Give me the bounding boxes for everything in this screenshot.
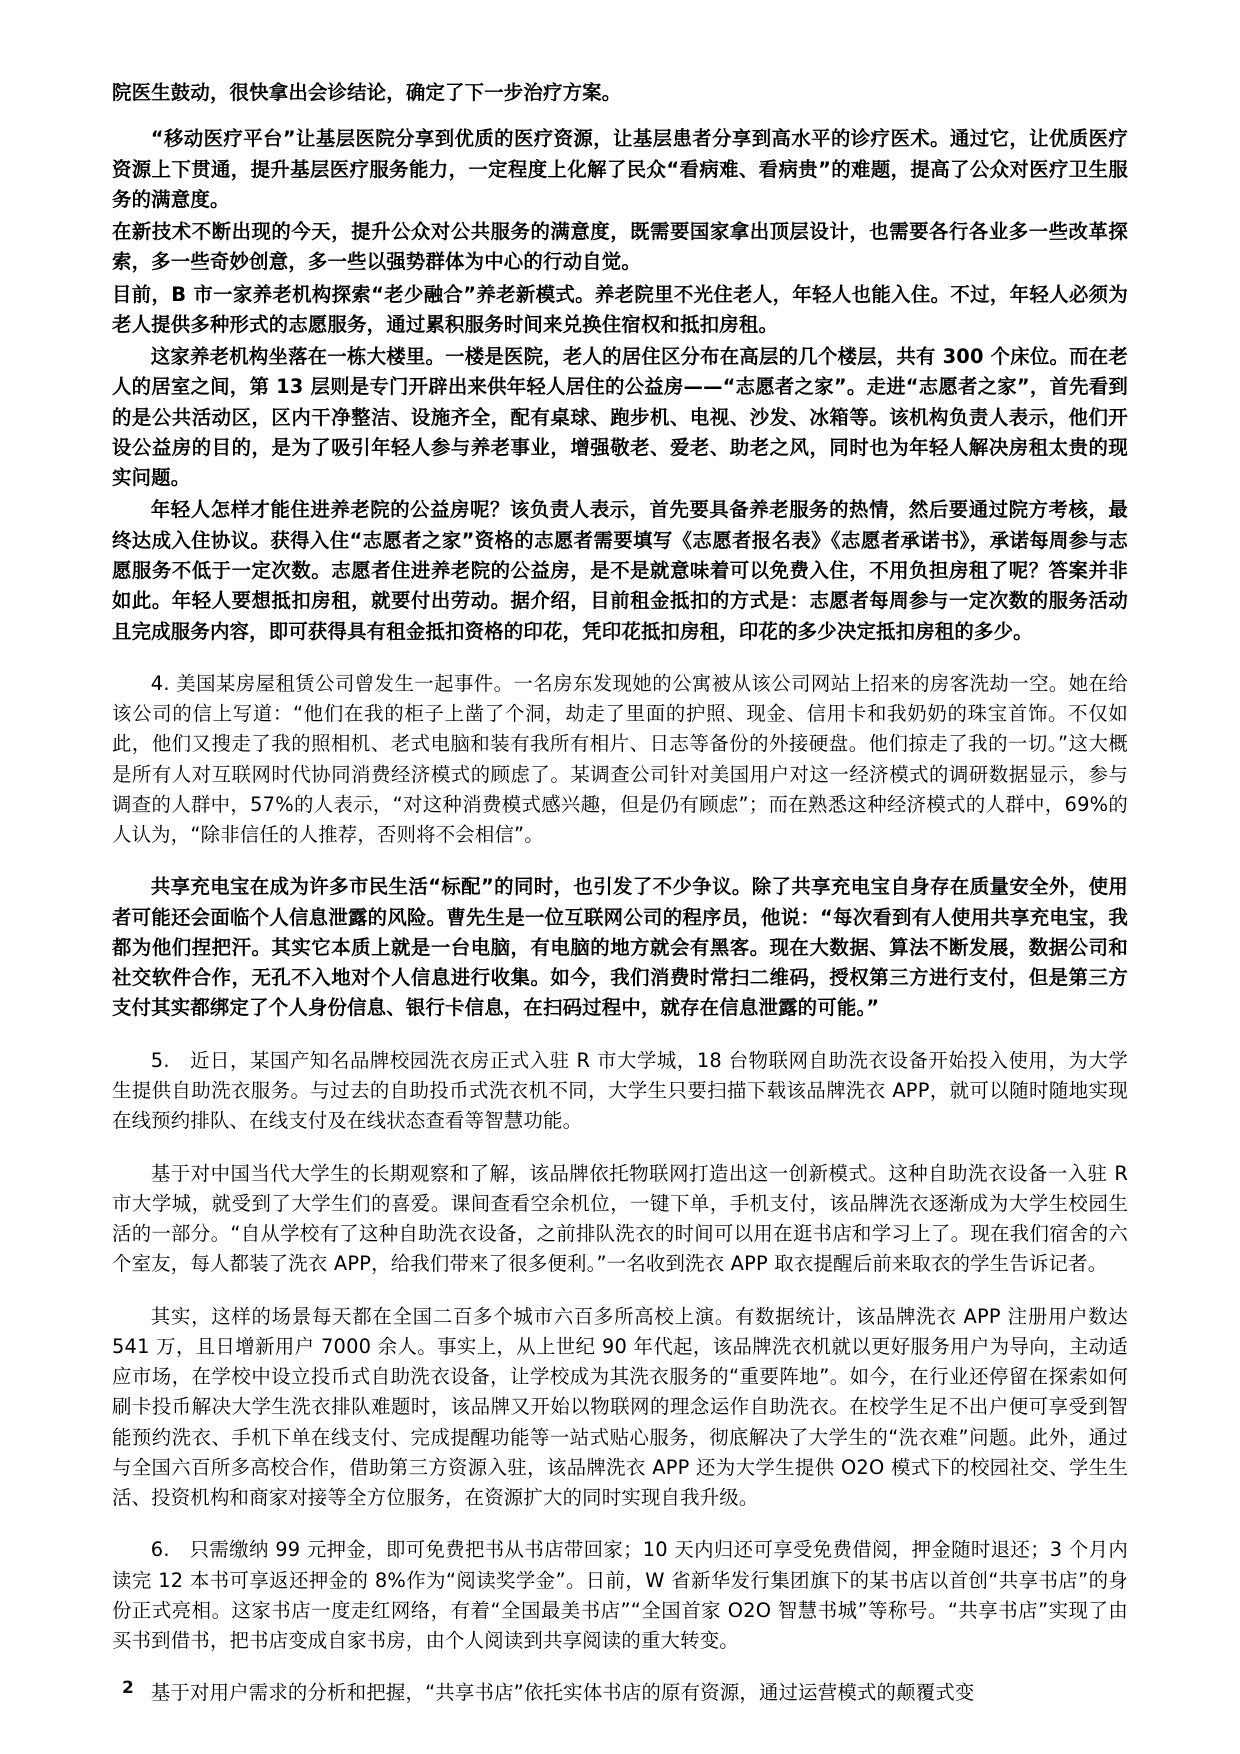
document-body — [112, 78, 1128, 1709]
paragraph: 5. 近日，某国产知名品牌校园洗衣房正式入驻 R 市大学城，18 台物联网自助洗衣设备开始投入使用，为大学生提供自助洗衣服务。与过去的自助投币式洗衣机不同，大学生只要扫描下载该品牌洗衣 APP，就可以随时随地实现在线预约排队、在线支付及在线状态查看等智慧功能。 — [112, 1048, 1128, 1133]
paragraph: 这家养老机构坐落在一栋大楼里。一楼是医院，老人的居住区分布在高层的几个楼层，共有 300 个床位。而在老人的居室之间，第 13 层则是专门开辟出来供年轻人居住的公益房——“志愿者之家”。走进“志愿者之家”，首先看到的是公共活动区，区内干净整洁、设施齐全，配有桌球、跑步机、电视、沙发、冰箱等。该机构负责人表示，他们开设公益房的目的，是为了吸引年轻人参与养老事业，增强敬老、爱老、助老之风，同时也为年轻人解决房租太贵的现实问题。 — [112, 345, 1128, 490]
paragraph: 基于对用户需求的分析和把握，“共享书店”依托实体书店的原有资源，通过运营模式的颠覆式变 — [150, 1681, 975, 1705]
paragraph: 其实，这样的场景每天都在全国二百多个城市六百多所高校上演。有数据统计，该品牌洗衣 APP 注册用户数达 541 万，且日增新用户 7000 余人。事实上，从上世纪 90 年代起，该品牌洗衣机就以更好服务用户为导向，主动适应市场，在学校中设立投币式自助洗衣设备，让学校成为其洗衣服务的“重要阵地”。如今，在行业还停留在探索如何刷卡投币解决大学生洗衣排队难题时，该品牌又开始以物联网的理念运作自助洗衣。在校学生足不出户便可享受到智能预约洗衣、手机下单在线支付、完成提醒功能等一站式贴心服务，彻底解决了大学生的“洗衣难”问题。此外，通过与全国六百所多高校合作，借助第三方资源入驻，该品牌洗衣 APP 还为大学生提供 O2O 模式下的校园社交、学生生活、投资机构和商家对接等全方位服务，在资源扩大的同时实现自我升级。 — [112, 1304, 1128, 1510]
paragraph: 年轻人怎样才能住进养老院的公益房呢？该负责人表示，首先要具备养老服务的热情，然后要通过院方考核，最终达成入住协议。获得入住“志愿者之家”资格的志愿者需要填写《志愿者报名表》《志愿者承诺书》，承诺每周参与志愿服务不低于一定次数。志愿者住进养老院的公益房，是不是就意味着可以免费入住，不用负担房租了呢？答案并非如此。年轻人要想抵扣房租，就要付出劳动。据介绍，目前租金抵扣的方式是：志愿者每周参与一定次数的服务活动且完成服务内容，即可获得具有租金抵扣资格的印花，凭印花抵扣房租，印花的多少决定抵扣房租的多少。 — [112, 498, 1128, 643]
paragraph: 基于对中国当代大学生的长期观察和了解，该品牌依托物联网打造出这一创新模式。这种自助洗衣设备一入驻 R 市大学城，就受到了大学生们的喜爱。课间查看空余机位，一键下单，手机支付，该品牌洗衣逐渐成为大学生校园生活的一部分。“自从学校有了这种自助洗衣设备，之前排队洗衣的时间可以用在逛书店和学习上了。现在我们宿舍的六个室友，每人都装了洗衣 APP，给我们带来了很多便利。”一名收到洗衣 APP 取衣提醒后前来取衣的学生告诉记者。 — [112, 1161, 1128, 1276]
paragraph: 院医生鼓动，很快拿出会诊结论，确定了下一步治疗方案。 — [112, 81, 622, 104]
paragraph: 在新技术不断出现的今天，提升公众对公共服务的满意度，既需要国家拿出顶层设计，也需要各行各业多一些改革探索，多一些奇妙创意，多一些以强势群体为中心的行动自觉。 — [112, 220, 1128, 274]
page-number: 2 — [122, 1678, 134, 1698]
paragraph: 共享充电宝在成为许多市民生活“标配”的同时，也引发了不少争议。除了共享充电宝自身存在质量安全外，使用者可能还会面临个人信息泄露的风险。曹先生是一位互联网公司的程序员，他说：“每次看到有人使用共享充电宝，我都为他们捏把汗。其实它本质上就是一台电脑，有电脑的地方就会有黑客。现在大数据、算法不断发展，数据公司和社交软件合作，无孔不入地对个人信息进行收集。如今，我们消费时常扫二维码，授权第三方进行支付，但是第三方支付其实都绑定了个人身份信息、银行卡信息，在扫码过程中，就存在信息泄露的可能。” — [112, 875, 1128, 1020]
paragraph: 目前，B 市一家养老机构探索“老少融合”养老新模式。养老院里不光住老人，年轻人也能入住。不过，年轻人必须为老人提供多种形式的志愿服务，通过累积服务时间来兑换住宿权和抵扣房租。 — [112, 282, 1128, 336]
paragraph: “移动医疗平台”让基层医院分享到优质的医疗资源，让基层患者分享到高水平的诊疗医术。通过它，让优质医疗资源上下贯通，提升基层医疗服务能力，一定程度上化解了民众“看病难、看病贵”的难题，提高了公众对医疗卫生服务的满意度。 — [112, 127, 1128, 211]
paragraph: 4. 美国某房屋租赁公司曾发生一起事件。一名房东发现她的公寓被从该公司网站上招来的房客洗劫一空。她在给该公司的信上写道：“他们在我的柜子上凿了个洞，劫走了里面的护照、现金、信用卡和我奶奶的珠宝首饰。不仅如此，他们又搜走了我的照相机、老式电脑和装有我所有相片、日志等备份的外接硬盘。他们掠走了我的一切。”这大概是所有人对互联网时代协同消费经济模式的顾虑了。某调查公司针对美国用户对这一经济模式的调研数据显示，参与调查的人群中，57%的人表示，“对这种消费模式感兴趣，但是仍有顾虑”；而在熟悉这种经济模式的人群中，69%的人认为，“除非信任的人推荐，否则将不会相信”。 — [112, 671, 1128, 847]
paragraph: 6. 只需缴纳 99 元押金，即可免费把书从书店带回家；10 天内归还可享受免费借阅，押金随时退还；3 个月内读完 12 本书可享返还押金的 8%作为“阅读奖学金”。日前，W 省新华发行集团旗下的某书店以首创“共享书店”的身份正式亮相。这家书店一度走红网络，有着“全国最美书店”“全国首家 O2O 智慧书城”等称号。“共享书店”实现了由买书到借书，把书店变成自家书房，由个人阅读到共享阅读的重大转变。 — [112, 1538, 1128, 1653]
